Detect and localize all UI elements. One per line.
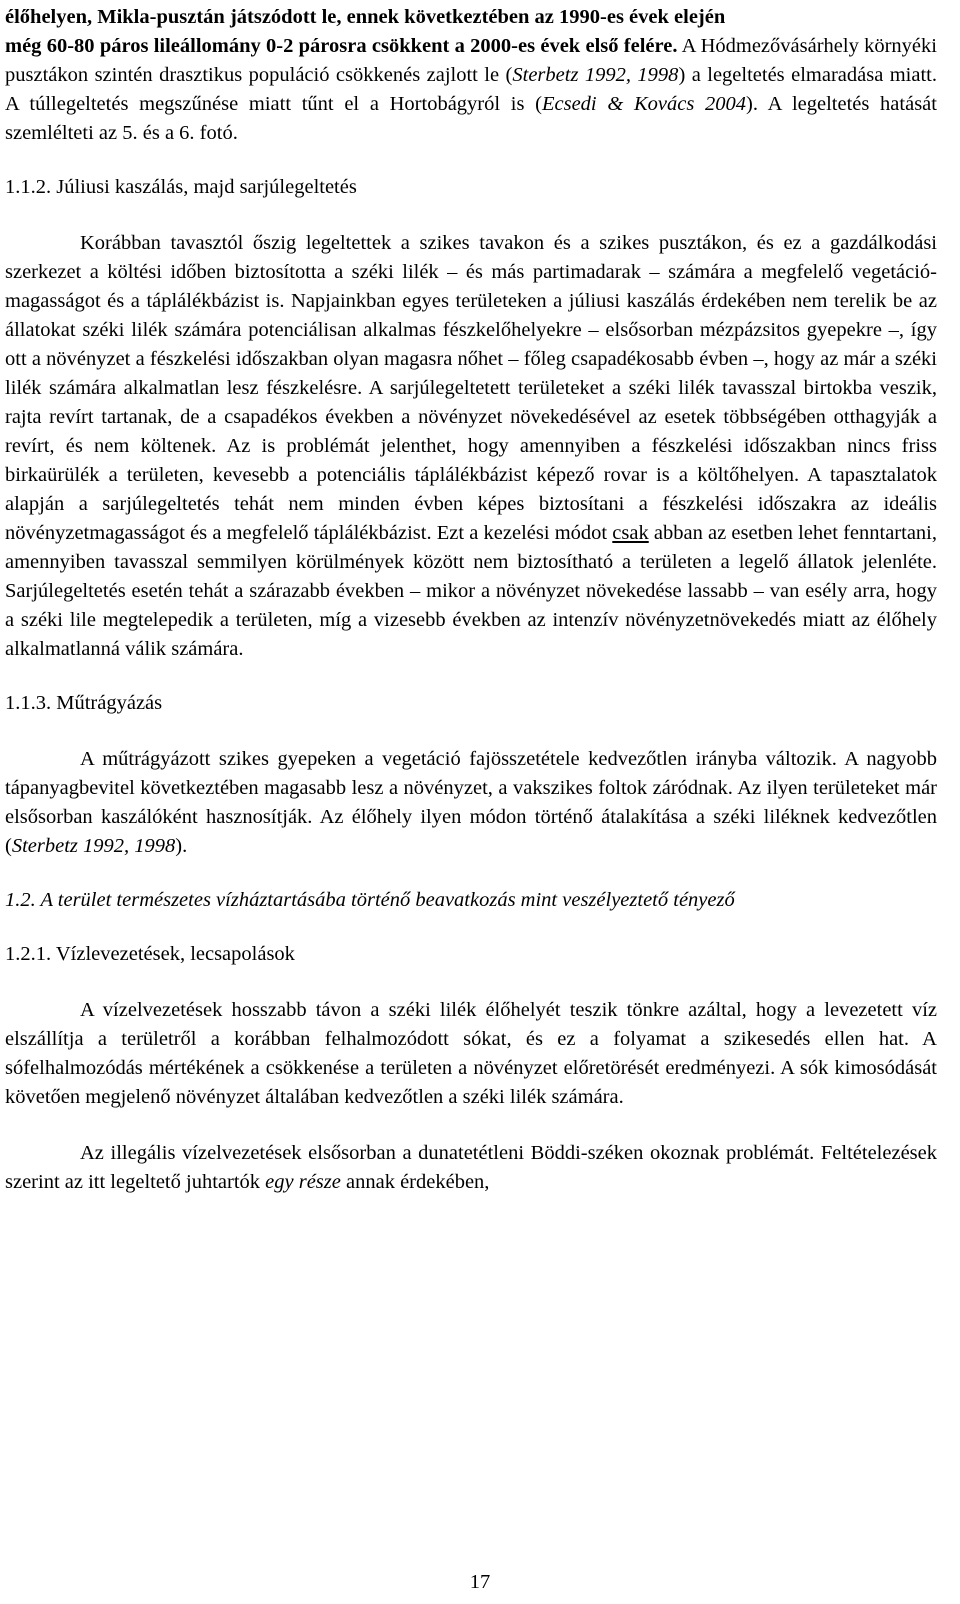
intro-bold-line-2: még 60-80 páros lileállomány 0-2 párosra csökkent a 2000-es évek első felére. — [5, 35, 678, 57]
intro-bold-line-1: élőhelyen, Mikla-pusztán játszódott le, ennek következtében az 1990-es évek elején — [5, 6, 726, 28]
page-number: 17 — [469, 1571, 491, 1593]
section-1-1-2-text-before: Korábban tavasztól őszig legeltettek a szikes tavakon és a szikes pusztákon, és ez a gazdálkodási szerkezet a költési időben biztosította a széki lilék – és más partimadarak – számára a megfelelő vegetáció-magasságot és a táplálékbázist is. Napjainkban egyes területeken a júliusi kaszálás érdekében nem terelik be az állatokat széki lilék számára potenciálisan alkalmas fészkelőhelyekre – elsősorban mézpázsitos gyepekre –, így ott a növényzet a fészkelési időszakban olyan magasra nőhet – főleg csapadékosabb évben –, hogy az már a széki lilék számára alkalmatlan lesz fészkelésre. A sarjúlegeltetett területeket a széki lilék tavasszal birtokba veszik, rajta revírt tartanak, de a csapadékos években a növényzet növekedésével az esetek többségében otthagyják a revírt, és nem költenek. Az is problémát jelenthet, hogy amennyiben a fészkelési időszakban nincs friss birkaürülék a területen, kevesebb a potenciális táplálékbázist képező rovar is a költőhelyen. A tapasztalatok alapján a sarjúlegeltetés tehát nem minden évben képes biztosítani a fészkelési időszakra az ideális növényzetmagasságot és a megfelelő táplálékbázist. Ezt a kezelési módot — [5, 232, 937, 544]
section-1-1-3-text: A műtrágyázott szikes gyepeken a vegetáció fajösszetétele kedvezőtlen irányba változik. A nagyobb tápanyagbevitel következtében magasabb lesz a növényzet, a vakszikes foltok záródnak. Az ilyen területeket már elsősorban kaszálóként hasznosítják. Az élőhely ilyen módon történő átalakítása a széki liléknek kedvezőtlen ( — [5, 748, 937, 857]
section-1-2-1-p2-emphasis: egy része — [265, 1171, 341, 1193]
section-1-1-2-text-after: abban az esetben lehet fenntartani, amennyiben tavasszal semmilyen körülmények között nem biztosítható a területen a legelő állatok jelenléte. Sarjúlegeltetés esetén tehát a szárazabb években – mikor a növényzet növekedése lassabb – van esély arra, hogy a széki lile megtelepedik a területen, míg a vizesebb években az intenzív növényzetnövekedés miatt az élőhely alkalmatlanná válik számára. — [5, 522, 937, 660]
section-heading-1-2: 1.2. A terület természetes vízháztartásába történő beavatkozás mint veszélyeztető tényező — [5, 889, 735, 911]
section-1-2-1-paragraph-1: A vízelvezetések hosszabb távon a széki lilék élőhelyét teszik tönkre azáltal, hogy a levezetett víz elszállítja a területről a korábban felhalmozódott sókat, és ez a folyamat a szikesedés ellen hat. A sófelhalmozódás mértékének a csökkenése a területen a növényzet előretörését eredményezi. A sók kimosódását követően megjelenő növényzet általában kedvezőtlen a széki lilék számára. — [5, 999, 937, 1108]
intro-text-3: ). A legeltetés hatását szemlélteti az 5. és a 6. fotó. — [5, 93, 937, 144]
intro-text-1: A Hódmezővásárhely környéki pusztákon szintén drasztikus populáció csökkenés zajlott le ( — [5, 35, 937, 86]
underlined-word: csak — [612, 522, 649, 544]
section-heading-1-1-3: 1.1.3. Műtrágyázás — [5, 692, 163, 714]
intro-citation-ecsedi: Ecsedi & Kovács 2004 — [541, 93, 747, 115]
section-heading-1-1-2: 1.1.2. Júliusi kaszálás, majd sarjúlegeltetés — [5, 176, 357, 198]
intro-citation-sterbetz: Sterbetz 1992, 1998 — [512, 64, 679, 86]
section-1-2-1-p2-end: annak érdekében, — [340, 1171, 490, 1193]
section-1-1-3-paragraph — [5, 745, 937, 861]
section-1-2-1-p2-start: Az illegális vízelvezetések elsősorban a dunatetétleni Böddi-széken okoznak problémát. Feltételezések szerint az itt legeltető juhtartók — [5, 1142, 937, 1193]
section-1-1-2-paragraph — [5, 229, 937, 664]
section-1-2-1-paragraph-2 — [5, 1139, 937, 1197]
intro-text-2: ) a legeltetés elmaradása miatt. A túllegeltetés megszűnése miatt tűnt el a Hortobágyról is ( — [5, 64, 937, 115]
intro-paragraph — [5, 3, 937, 148]
section-heading-1-2-1: 1.2.1. Vízlevezetések, lecsapolások — [5, 943, 295, 965]
section-1-1-3-text-end: ). — [175, 835, 188, 857]
document-page — [5, 3, 937, 1197]
section-1-1-3-citation: Sterbetz 1992, 1998 — [11, 835, 176, 857]
